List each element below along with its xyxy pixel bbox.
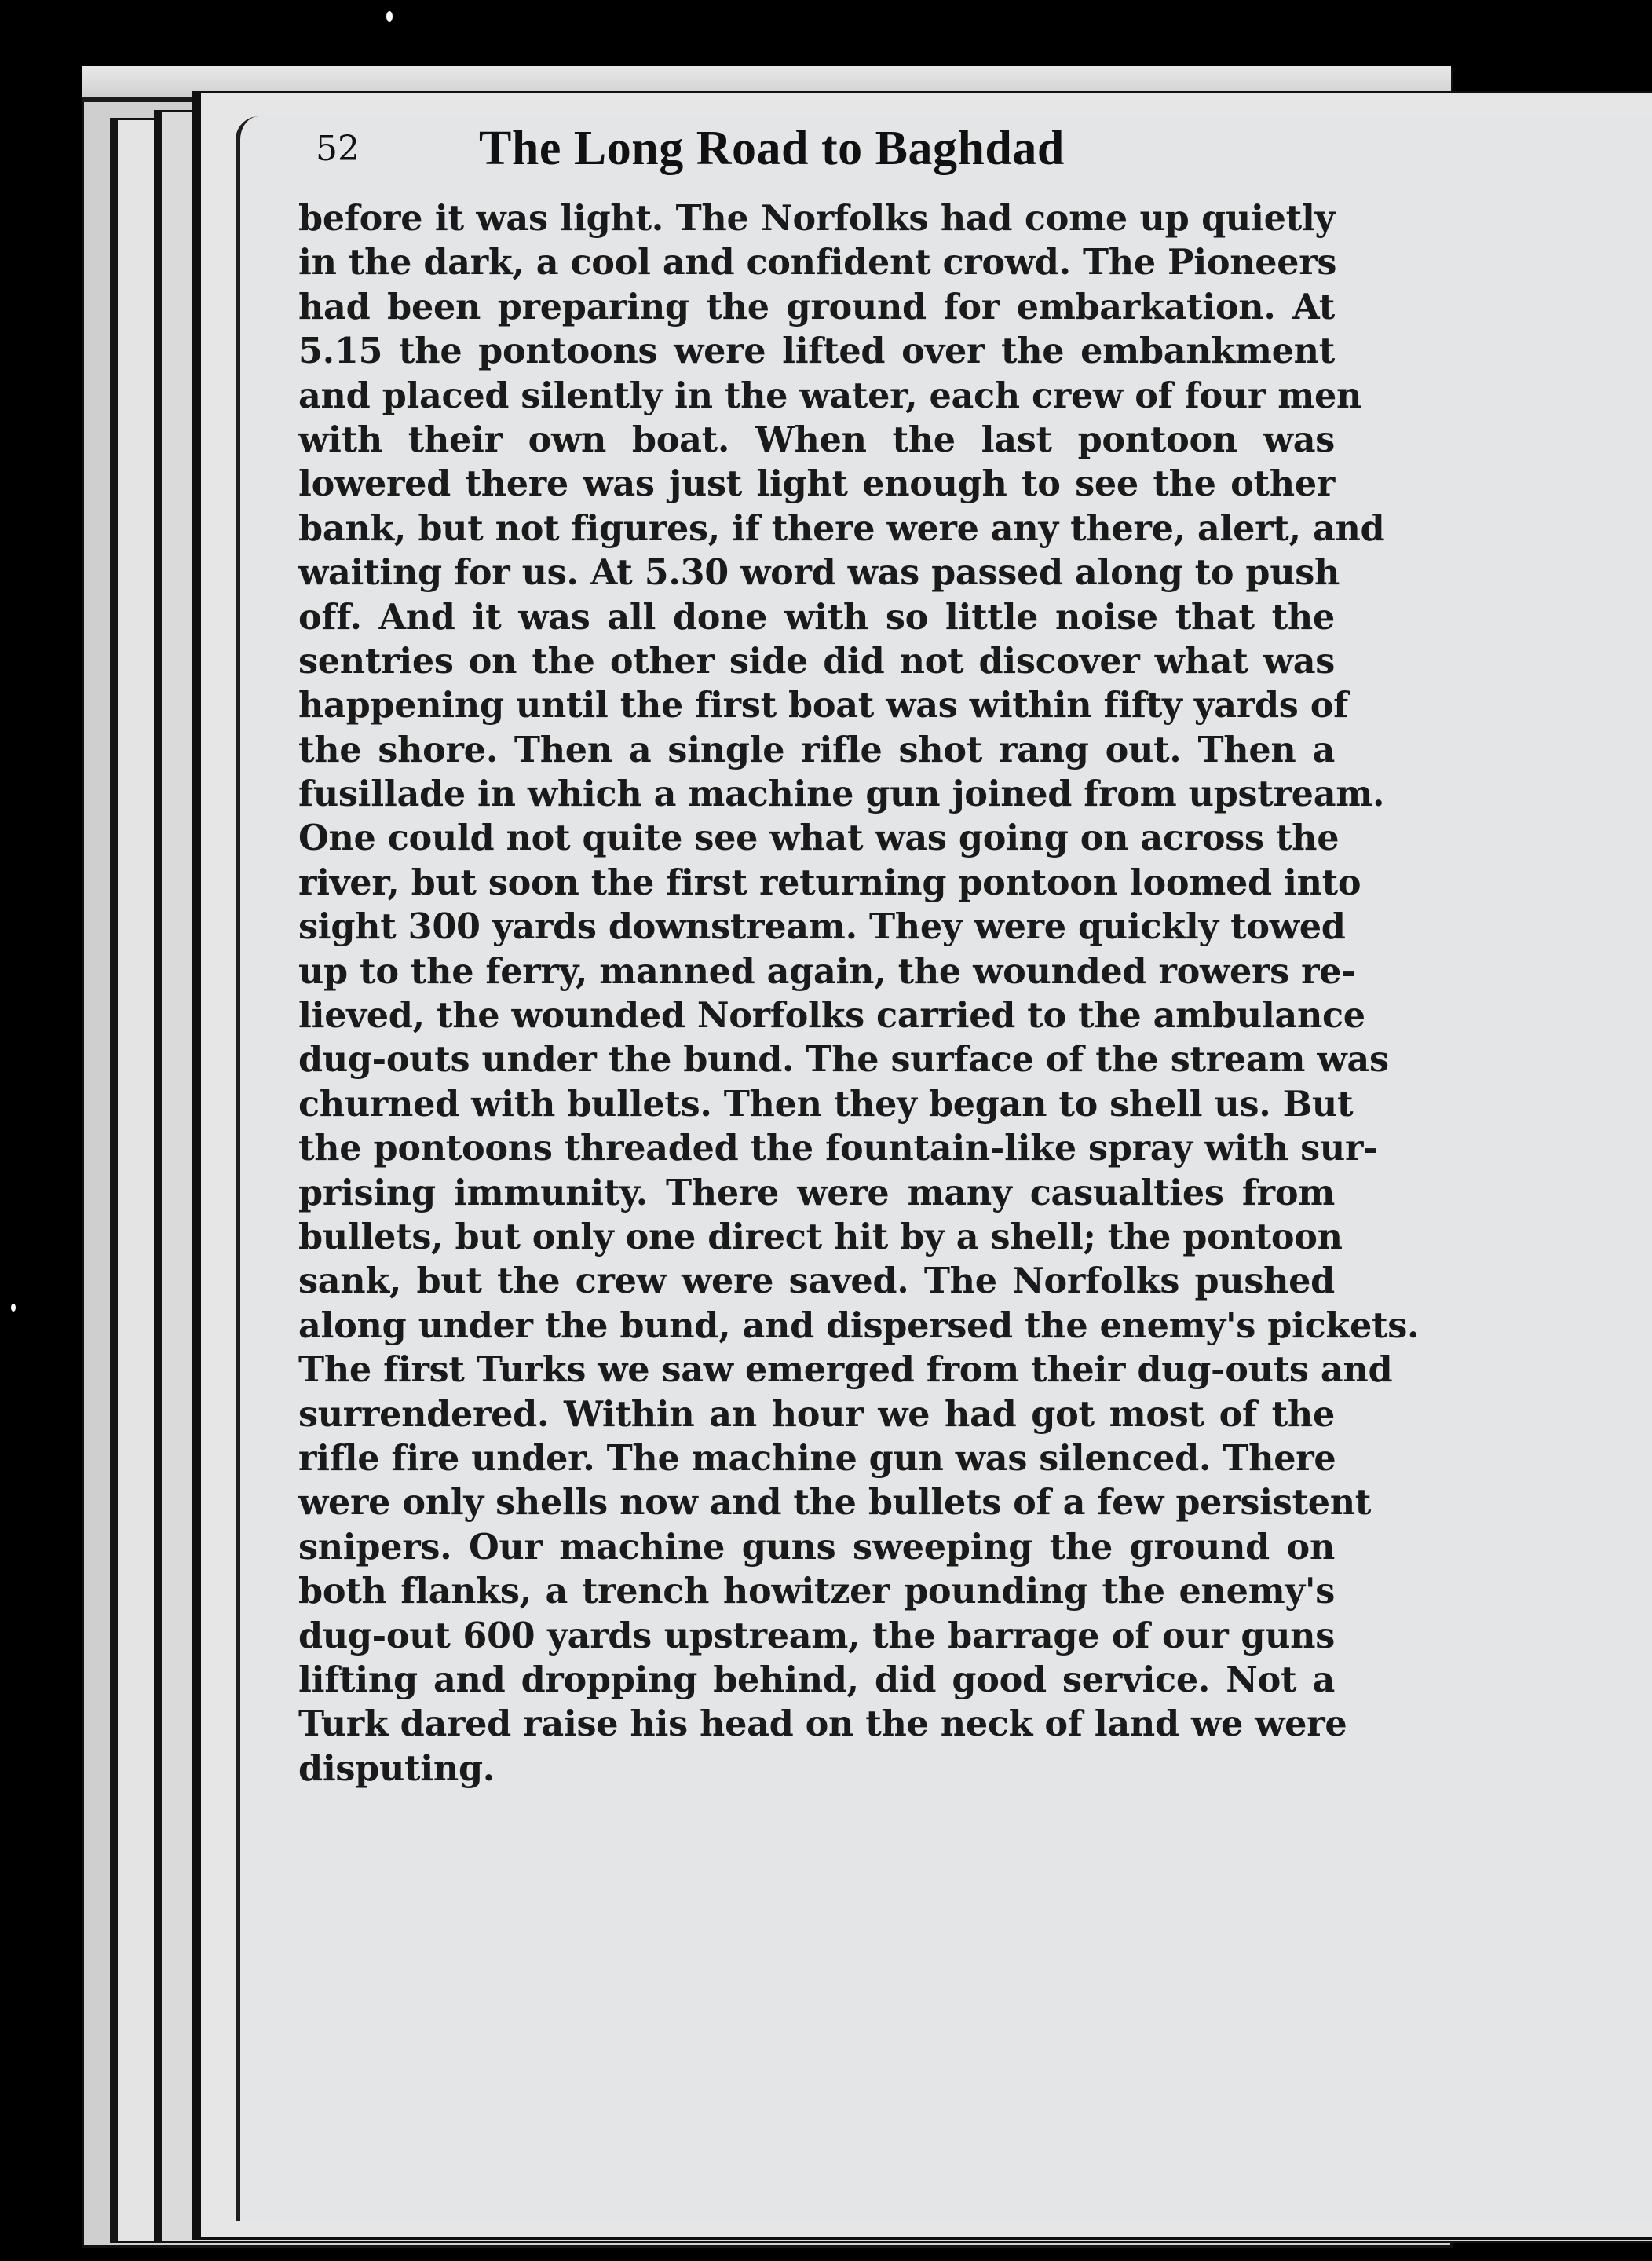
text-line: the shore. Then a single rifle shot rang out. Then a (298, 729, 1335, 770)
text-line: dug-outs under the bund. The surface of the stream was (298, 1039, 1389, 1081)
running-head: The Long Road to Baghdad (479, 122, 1065, 175)
page-header (316, 121, 1101, 184)
text-line: lieved, the wounded Norfolks carried to the ambulance (298, 995, 1365, 1037)
text-line: 5.15 the pontoons were lifted over the embankment (298, 331, 1335, 372)
text-line: sight 300 yards downstream. They were quickly towed (298, 906, 1346, 948)
text-line: were only shells now and the bullets of a few persistent (298, 1482, 1372, 1524)
text-line: both flanks, a trench howitzer pounding the enemy's (298, 1571, 1335, 1612)
text-line: waiting for us. At 5.30 word was passed along to push (298, 552, 1340, 594)
text-line: dug-out 600 yards upstream, the barrage of our guns (298, 1615, 1335, 1656)
text-line: and placed silently in the water, each crew of four men (298, 375, 1362, 416)
text-line: with their own boat. When the last pontoon was (298, 419, 1335, 460)
text-line: in the dark, a cool and confident crowd. The Pioneers (298, 242, 1337, 284)
text-line: sank, but the crew were saved. The Norfolks pushed (298, 1260, 1335, 1302)
text-line: bullets, but only one direct hit by a shell; the pontoon (298, 1216, 1343, 1257)
text-line: rifle fire under. The machine gun was silenced. There (298, 1437, 1336, 1479)
text-line: lifting and dropping behind, did good service. Not a (298, 1659, 1335, 1700)
text-line: fusillade in which a machine gun joined from upstream. (298, 774, 1385, 815)
page-number: 52 (316, 129, 360, 169)
text-line: up to the ferry, manned again, the wounded rowers re- (298, 950, 1356, 992)
text-line: sentries on the other side did not discover what was (298, 640, 1335, 682)
text-line: happening until the first boat was within fifty yards of (298, 685, 1348, 726)
text-line: off. And it was all done with so little noise that the (298, 596, 1335, 638)
text-line: had been preparing the ground for embarkation. At (298, 286, 1335, 327)
body-paragraph (298, 196, 1420, 1791)
text-line: disputing. (298, 1747, 495, 1789)
text-line: the pontoons threaded the fountain-like spray with sur- (298, 1128, 1378, 1169)
text-line: churned with bullets. Then they began to shell us. But (298, 1083, 1354, 1125)
text-line: river, but soon the first returning pontoon loomed into (298, 862, 1361, 903)
text-line: One could not quite see what was going on across the (298, 818, 1340, 859)
text-line: lowered there was just light enough to see the other (298, 463, 1335, 505)
text-line: Turk dared raise his head on the neck of land we were (298, 1703, 1347, 1745)
text-line: before it was light. The Norfolks had come up quietly (298, 198, 1335, 239)
text-line: The first Turks we saw emerged from their dug-outs and (298, 1349, 1393, 1391)
text-line: prising immunity. There were many casualties from (298, 1172, 1335, 1213)
text-line: bank, but not figures, if there were any there, alert, and (298, 507, 1385, 549)
text-line: snipers. Our machine guns sweeping the ground on (298, 1526, 1335, 1568)
text-line: surrendered. Within an hour we had got most of the (298, 1393, 1335, 1435)
scan-speck (386, 11, 393, 22)
scan-speck (11, 1304, 16, 1312)
text-line: along under the bund, and dispersed the enemy's pickets. (298, 1304, 1420, 1346)
